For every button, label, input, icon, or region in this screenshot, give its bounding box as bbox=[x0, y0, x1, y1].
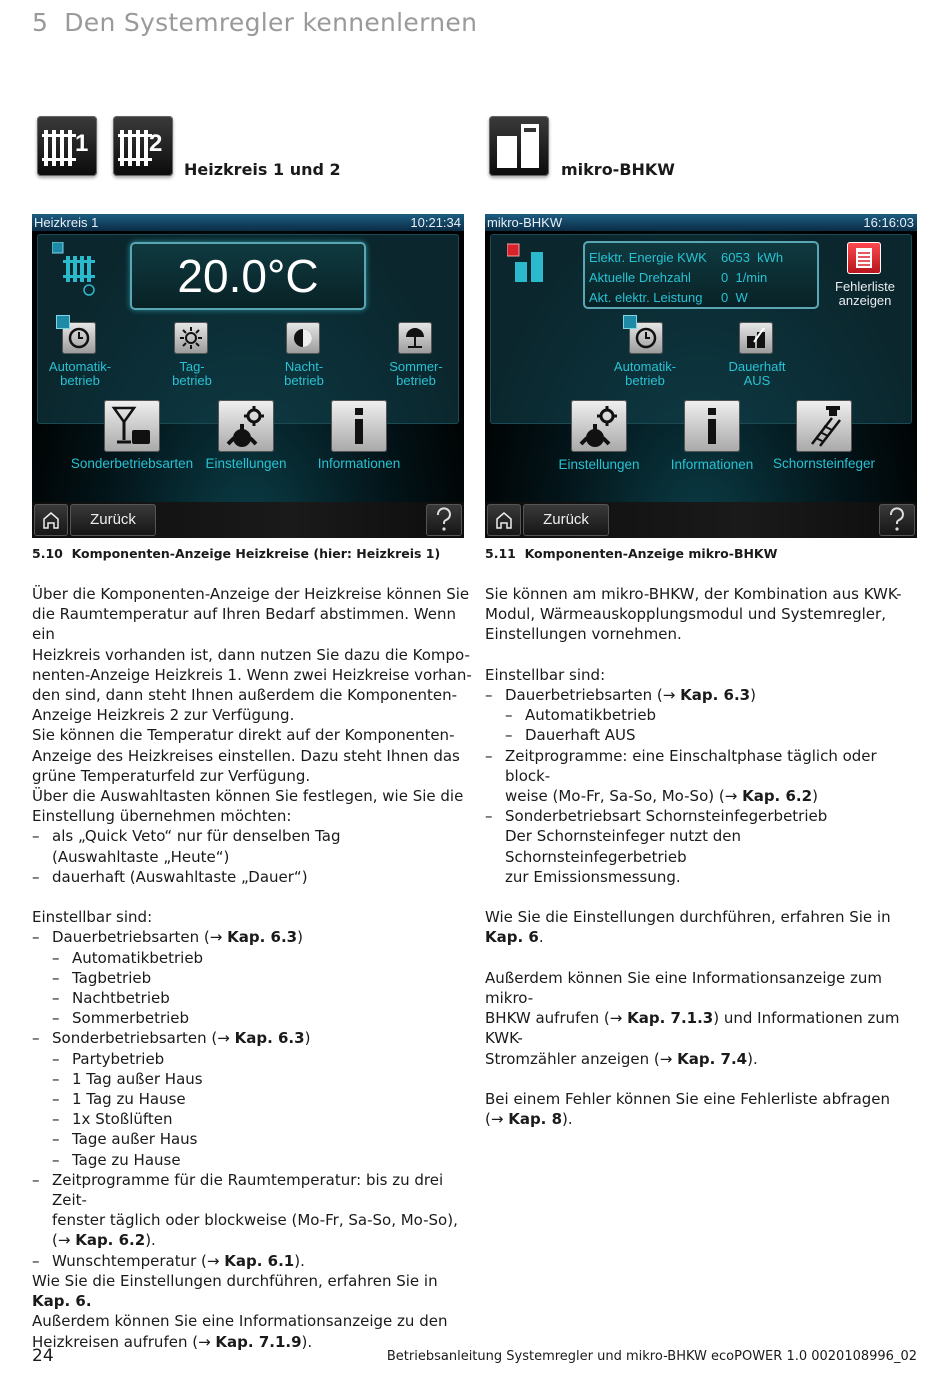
special-modes-icon bbox=[110, 404, 154, 448]
settings-gear-icon bbox=[577, 404, 621, 448]
information-label: Informationen bbox=[317, 456, 401, 471]
permanent-off-label: Dauerhaft AUS bbox=[728, 359, 786, 388]
help-button[interactable] bbox=[426, 504, 462, 536]
chp-off-icon bbox=[744, 326, 768, 350]
sub-list-item: – Tagbetrieb bbox=[32, 968, 472, 988]
list-item: – Dauerbetriebsarten (→ Kap. 6.3) bbox=[485, 685, 925, 705]
info-row-energy: Elektr. Energie KWK 6053 kWh bbox=[589, 250, 784, 265]
sub-list-item: – Dauerhaft AUS bbox=[485, 725, 925, 745]
home-icon bbox=[34, 504, 68, 536]
umbrella-icon bbox=[403, 326, 427, 350]
radiator-icon bbox=[52, 242, 100, 296]
chimney-sweep-label: Schornsteinfeger bbox=[772, 456, 876, 471]
sub-list-item: – 1x Stoßlüften bbox=[32, 1109, 472, 1129]
sub-list-item: – Automatikbetrieb bbox=[32, 948, 472, 968]
left-section-title: Heizkreis 1 und 2 bbox=[184, 160, 341, 179]
information-label: Informationen bbox=[670, 457, 754, 472]
error-list-button[interactable] bbox=[847, 242, 881, 274]
home-button[interactable] bbox=[487, 504, 521, 536]
settings-gear-icon bbox=[224, 404, 268, 448]
temperature-value: 20.0°C bbox=[177, 250, 319, 302]
night-mode-label: Nacht- betrieb bbox=[284, 359, 324, 388]
chimney-sweep-button[interactable] bbox=[796, 400, 852, 452]
information-button[interactable] bbox=[331, 400, 387, 452]
screen-titlebar bbox=[32, 214, 464, 231]
list-item: – Sonderbetriebsart Schornsteinfegerbetrieb Der Schornsteinfeger nutzt den Schornsteinfegerbetrieb zur Emissionsmessung. bbox=[485, 806, 925, 887]
sub-list-item: – 1 Tag außer Haus bbox=[32, 1069, 472, 1089]
chp-info-panel bbox=[583, 241, 819, 309]
back-button[interactable]: Zurück bbox=[523, 504, 609, 536]
special-modes-label: Sonderbetriebsarten bbox=[70, 456, 194, 471]
day-mode-label: Tag- betrieb bbox=[172, 359, 212, 388]
info-icon bbox=[337, 404, 381, 448]
special-modes-button[interactable] bbox=[104, 400, 160, 452]
sub-list-item: – Sommerbetrieb bbox=[32, 1008, 472, 1028]
list-item: – als „Quick Veto“ nur für denselben Tag (Auswahltaste „Heute“) bbox=[32, 826, 472, 866]
settings-button[interactable] bbox=[218, 400, 274, 452]
screen-clock: 16:16:03 bbox=[863, 215, 914, 230]
list-icon bbox=[847, 242, 881, 274]
left-text-column: Über die Komponenten-Anzeige der Heizkreise können Sie die Raumtemperatur auf Ihren Bedarf abstimmen. Wenn ein Heizkreis vorhanden ist, dann nutzen Sie dazu die Kompo- nenten-Anzeige Heizkreis 1. Wenn zwei Heizkreise vorhan- den sind, dann steht Ihnen außerdem die Komponenten- Anzeige Heizkreis 2 zur Verfügung. Sie können die Temperatur direkt auf der Komponenten- Anzeige des Heizkreises einstellen. Dazu steht Ihnen das grüne Temperaturfeld zur Verfügung. Über die Auswahltasten können Sie festlegen, wie Sie die Einstellung übernehmen möchten: – als „Quick Veto“ nur für denselben Tag (Auswahltaste „Heute“) – dauerhaft (Auswahltaste „Dauer“) Einstellbar sind: – Dauerbetriebsarten (→ Kap. 6.3) – Automatikbetrieb – Tagbetrieb – Nachtbetrieb – Sommerbetrieb – Sonderbetriebsarten (→ Kap. 6.3) – Partybetrieb – 1 Tag außer Haus – 1 Tag zu Hause – 1x Stoßlüften – Tage außer Haus – Tage zu Hause – Zeitprogramme für die Raumtemperatur: bis zu drei Zeit- fenster täglich oder blockweise (Mo-Fr, Sa-So, Mo-So), (→ Kap. 6.2). – Wunschtemperatur (→ Kap. 6.1). Wie Sie die Einstellungen durchführen, erfahren Sie in Kap. 6. Außerdem können Sie eine Informationsanzeige zu den Heizkreisen aufrufen (→ Kap. 7.1.9). bbox=[32, 584, 472, 1352]
sun-icon bbox=[179, 326, 203, 350]
chapter-title: Den Systemregler kennenlernen bbox=[64, 8, 478, 37]
sub-list-item: – Tage zu Hause bbox=[32, 1150, 472, 1170]
moon-icon bbox=[291, 326, 315, 350]
back-button[interactable]: Zurück bbox=[70, 504, 156, 536]
sub-list-item: – Nachtbetrieb bbox=[32, 988, 472, 1008]
sub-list-item: – Automatikbetrieb bbox=[485, 705, 925, 725]
right-text-column: Sie können am mikro-BHKW, der Kombination aus KWK- Modul, Wärmeauskopplungsmodul und Systemregler, Einstellungen vornehmen. Einstellbar sind: – Dauerbetriebsarten (→ Kap. 6.3) – Automatikbetrieb – Dauerhaft AUS – Zeitprogramme: eine Einschaltphase täglich oder block- weise (Mo-Fr, Sa-So, Mo-So) (→ Kap. 6.2) – Sonderbetriebsart Schornsteinfegerbetrieb Der Schornsteinfeger nutzt den Schornsteinfegerbetrieb zur Emissionsmessung. Wie Sie die Einstellungen durchführen, erfahren Sie in Kap. 6. Außerdem können Sie eine Informationsanzeige zum mikro- BHKW aufrufen (→ Kap. 7.1.3) und Informationen zum KWK- Stromzähler anzeigen (→ Kap. 7.4). Bei einem Fehler können Sie eine Fehlerliste abfragen (→ Kap. 8). bbox=[485, 584, 925, 1129]
right-section-title: mikro-BHKW bbox=[561, 160, 675, 179]
information-button[interactable] bbox=[684, 400, 740, 452]
auto-mode-label: Automatik- betrieb bbox=[613, 359, 677, 388]
list-item: – Zeitprogramme für die Raumtemperatur: bis zu drei Zeit- fenster täglich oder blockweise (Mo-Fr, Sa-So, Mo-So), (→ Kap. 6.2). bbox=[32, 1170, 472, 1251]
chapter-number: 5 bbox=[32, 8, 49, 37]
question-mark-icon bbox=[426, 504, 462, 536]
home-icon bbox=[487, 504, 521, 536]
screen-title: mikro-BHKW bbox=[487, 215, 563, 230]
summer-mode-button[interactable] bbox=[398, 322, 432, 354]
list-item: – Sonderbetriebsarten (→ Kap. 6.3) bbox=[32, 1028, 472, 1048]
sub-list-item: – 1 Tag zu Hause bbox=[32, 1089, 472, 1109]
chp-screen bbox=[485, 214, 917, 538]
figure-caption-5-11: 5.11 Komponenten-Anzeige mikro-BHKW bbox=[485, 546, 778, 561]
auto-mode-label: Automatik- betrieb bbox=[48, 359, 112, 388]
clock-icon bbox=[634, 326, 658, 350]
error-list-label: Fehlerliste anzeigen bbox=[835, 279, 895, 308]
screen-clock: 10:21:34 bbox=[410, 215, 461, 230]
settings-label: Einstellungen bbox=[558, 457, 640, 472]
night-mode-button[interactable] bbox=[286, 322, 320, 354]
list-item: – Dauerbetriebsarten (→ Kap. 6.3) bbox=[32, 927, 472, 947]
heating-circuit-2-icon bbox=[113, 116, 173, 176]
icon-number: 1 bbox=[75, 130, 89, 157]
temperature-field[interactable] bbox=[130, 242, 366, 310]
summer-mode-label: Sommer- betrieb bbox=[389, 359, 443, 388]
list-item: – Wunschtemperatur (→ Kap. 6.1). bbox=[32, 1251, 472, 1271]
heating-circuit-1-icon bbox=[37, 116, 97, 176]
sub-list-item: – Partybetrieb bbox=[32, 1049, 472, 1069]
chapter-heading bbox=[32, 8, 477, 37]
chimney-sweep-icon bbox=[802, 404, 846, 448]
page-number: 24 bbox=[32, 1346, 54, 1366]
help-button[interactable] bbox=[879, 504, 915, 536]
info-rows bbox=[589, 248, 813, 308]
screen-title: Heizkreis 1 bbox=[34, 215, 99, 230]
question-mark-icon bbox=[879, 504, 915, 536]
heating-circuit-screen bbox=[32, 214, 464, 538]
settings-button[interactable] bbox=[571, 400, 627, 452]
chp-unit-icon bbox=[507, 242, 553, 286]
day-mode-button[interactable] bbox=[174, 322, 208, 354]
settings-label: Einstellungen bbox=[205, 456, 287, 471]
list-item: – Zeitprogramme: eine Einschaltphase täglich oder block- weise (Mo-Fr, Sa-So, Mo-So) (→ Kap. 6.2) bbox=[485, 746, 925, 807]
auto-mode-button[interactable] bbox=[62, 322, 96, 354]
list-item: – dauerhaft (Auswahltaste „Dauer“) bbox=[32, 867, 472, 887]
info-row-power: Akt. elektr. Leistung 0 W bbox=[589, 290, 748, 305]
sub-list-item: – Tage außer Haus bbox=[32, 1129, 472, 1149]
clock-icon bbox=[67, 326, 91, 350]
chp-unit-icon bbox=[489, 116, 549, 176]
screen-titlebar bbox=[485, 214, 917, 231]
info-icon bbox=[690, 404, 734, 448]
info-row-speed: Aktuelle Drehzahl 0 1/min bbox=[589, 270, 768, 285]
home-button[interactable] bbox=[34, 504, 68, 536]
icon-number: 2 bbox=[149, 130, 163, 157]
figure-caption-5-10: 5.10 Komponenten-Anzeige Heizkreise (hier: Heizkreis 1) bbox=[32, 546, 441, 561]
permanent-off-button[interactable] bbox=[739, 322, 773, 354]
auto-mode-button[interactable] bbox=[629, 322, 663, 354]
footer-text: Betriebsanleitung Systemregler und mikro-BHKW ecoPOWER 1.0 0020108996_02 bbox=[386, 1349, 917, 1364]
